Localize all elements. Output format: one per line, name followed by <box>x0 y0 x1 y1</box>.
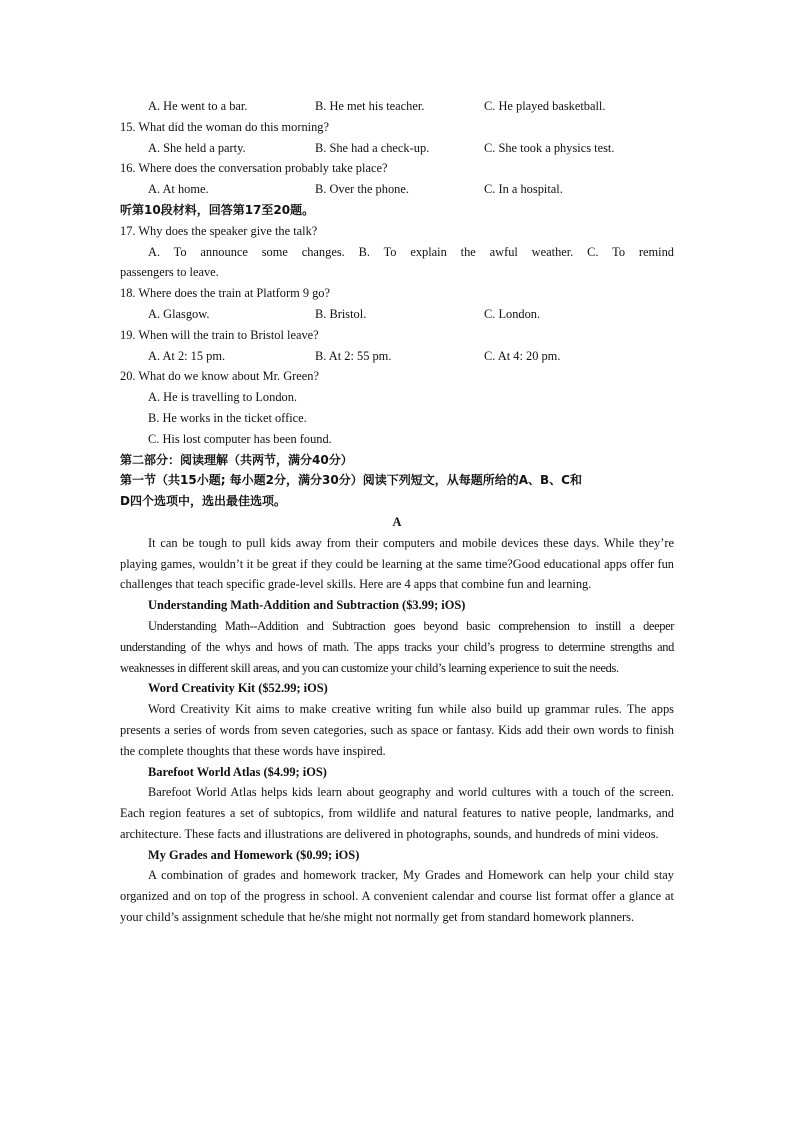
option-c: C. She took a physics test. <box>484 140 615 155</box>
q15-options <box>120 138 674 159</box>
app-body-math: Understanding Math--Addition and Subtraction goes beyond basic comprehension to instill a deeper understanding of the whys and hows of math. The apps tracks your child’s progress to determine strengths and weaknesses in different skill areas, and you can customize your child’s learning experience to suit the needs. <box>120 618 674 675</box>
q16-options <box>120 179 674 200</box>
q20-question: 20. What do we know about Mr. Green? <box>120 369 320 384</box>
q20-option-c: C. His lost computer has been found. <box>148 431 332 446</box>
option-b: B. At 2: 55 pm. <box>315 348 392 363</box>
option-a: A. At home. <box>148 182 209 197</box>
q14-options <box>120 96 674 117</box>
section1-instructions-line2: D四个选项中，选出最佳选项。 <box>120 494 286 509</box>
option-b: B. He met his teacher. <box>315 99 425 113</box>
app-title-word: Word Creativity Kit ($52.99; iOS) <box>148 681 328 696</box>
exam-content <box>120 96 674 928</box>
option-b: B. She had a check-up. <box>315 140 430 155</box>
option-c: C. At 4: 20 pm. <box>484 348 561 363</box>
option-a: A. She held a party. <box>148 140 246 155</box>
q18-options <box>120 304 674 325</box>
section1-instructions-line1: 第一节（共15小题; 每小题2分，满分30分）阅读下列短文，从每题所给的A、B、C和 <box>120 473 582 488</box>
app-title-atlas: Barefoot World Atlas ($4.99; iOS) <box>148 764 327 779</box>
q17-question: 17. Why does the speaker give the talk? <box>120 223 318 238</box>
option-b: B. Over the phone. <box>315 182 409 197</box>
q17-options-line1: A. To announce some changes. B. To explain the awful weather. C. To remind <box>148 244 674 259</box>
option-a: A. At 2: 15 pm. <box>148 348 226 363</box>
q19-question: 19. When will the train to Bristol leave? <box>120 327 319 342</box>
q16-question: 16. Where does the conversation probably take place? <box>120 161 388 176</box>
option-c: C. London. <box>484 306 541 321</box>
app-title-math: Understanding Math-Addition and Subtraction ($3.99; iOS) <box>148 598 466 613</box>
passage-intro: It can be tough to pull kids away from their computers and mobile devices these days. While they’re playing games, wouldn’t it be great if they could be learning at the same time?Good educational apps offer fun challenges that teach specific grade-level skills. Here are 4 apps that combine fun and learning. <box>120 535 674 592</box>
option-c: C. In a hospital. <box>484 182 563 197</box>
option-c: C. He played basketball. <box>484 99 606 113</box>
app-body-atlas: Barefoot World Atlas helps kids learn about geography and world cultures with a touch of the screen. Each region features a set of subtopics, from wildlife and natural features to native people, landmarks, and architecture. These facts and illustrations are delivered in photographs, sounds, and hundreds of mini videos. <box>120 785 674 841</box>
q19-options <box>120 346 674 367</box>
q17-options-line2: passengers to leave. <box>120 265 219 280</box>
app-body-grades: A combination of grades and homework tracker, My Grades and Homework can help your child stay organized and on top of the progress in school. A convenient calendar and course list format offer a glance at your child’s assignment schedule that he/she might not normally get from standard homework planners. <box>120 868 674 925</box>
app-title-grades: My Grades and Homework ($0.99; iOS) <box>148 847 360 862</box>
q15-question: 15. What did the woman do this morning? <box>120 119 330 134</box>
q18-question: 18. Where does the train at Platform 9 go? <box>120 286 331 301</box>
section10-heading: 听第10段材料，回答第17至20题。 <box>120 202 315 217</box>
option-a: A. He went to a bar. <box>148 99 248 113</box>
q20-option-a: A. He is travelling to London. <box>148 390 298 405</box>
part2-title: 第二部分：阅读理解（共两节，满分40分） <box>120 452 353 467</box>
q20-option-b: B. He works in the ticket office. <box>148 410 307 425</box>
passage-label: A <box>392 514 402 529</box>
app-body-word: Word Creativity Kit aims to make creative writing fun while also build up grammar rules. The apps presents a series of words from seven categories, such as space or fantasy. Kids add their own words to finish the complete thoughts that these words have inspired. <box>120 702 674 758</box>
option-a: A. Glasgow. <box>148 306 210 321</box>
option-b: B. Bristol. <box>315 306 367 321</box>
